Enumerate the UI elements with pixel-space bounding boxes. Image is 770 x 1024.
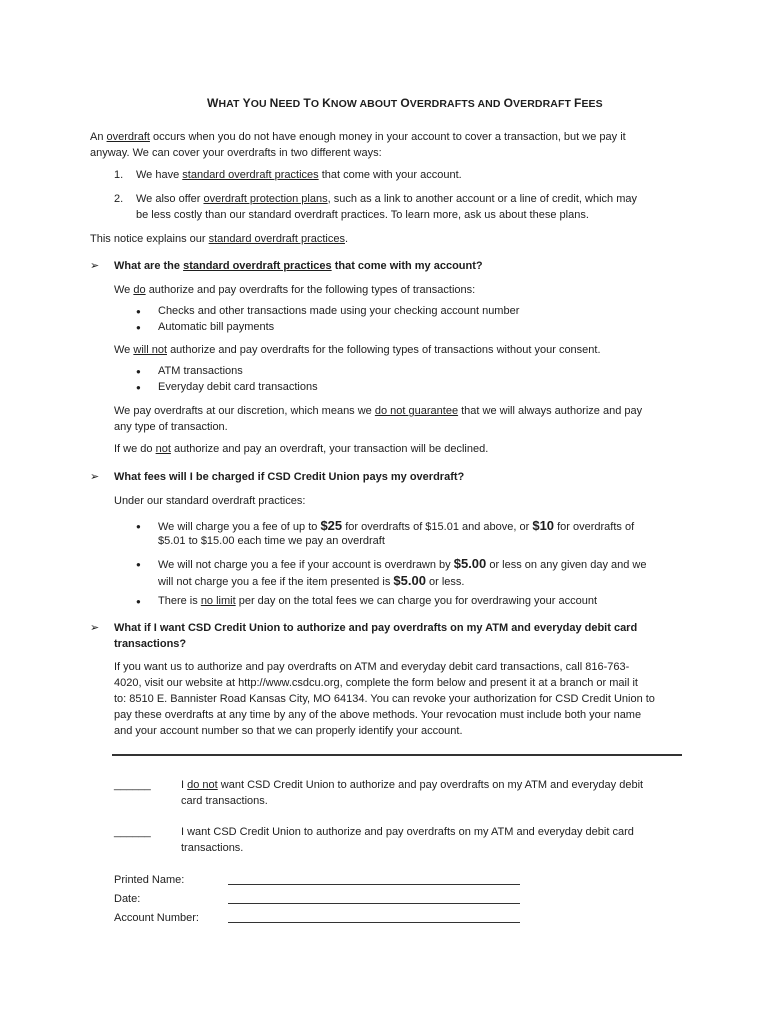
discretion-text-line2: any type of transaction. (114, 421, 228, 433)
fee-item-line2: $5.01 to $15.00 each time we pay an overdraft (158, 535, 385, 547)
bullet-icon: ● (136, 522, 141, 531)
paragraph-line: and your account number so that we can properly identify your account. (114, 725, 463, 737)
page-title: WHAT YOU NEED TO KNOW ABOUT OVERDRAFTS AND OVERDRAFT FEES (207, 96, 603, 110)
fee-item: There is no limit per day on the total fees we can charge you for overdrawing your account (158, 595, 598, 607)
opt-in-checkbox-blank[interactable]: ______ (114, 826, 151, 838)
bullet-icon: ● (136, 367, 141, 376)
list-item: Checks and other transactions made using your checking account number (158, 305, 520, 317)
paragraph-line: If you want us to authorize and pay overdrafts on ATM and everyday debit card transactions, call 816-763- (114, 661, 630, 673)
bullet-icon: ● (136, 597, 141, 606)
do-authorize-text: We do authorize and pay overdrafts for the following types of transactions: (114, 284, 476, 296)
declined-text: If we do not authorize and pay an overdraft, your transaction will be declined. (114, 443, 489, 455)
opt-out-label: I do not want CSD Credit Union to authorize and pay overdrafts on my ATM and everyday debit (181, 779, 644, 791)
account-number-label: Account Number: (114, 912, 199, 924)
list-item: We have standard overdraft practices that come with your account. (136, 169, 462, 181)
bullet-icon: ● (136, 323, 141, 332)
bullet-icon: ● (136, 560, 141, 569)
arrow-bullet-icon: ➢ (90, 471, 100, 483)
will-not-authorize-text: We will not authorize and pay overdrafts for the following types of transactions without your consent. (114, 344, 601, 356)
opt-in-label-line2: transactions. (181, 842, 244, 854)
date-label: Date: (114, 893, 141, 905)
paragraph-line: 4020, visit our website at http://www.csdcu.org, complete the form below and present it at a branch or mail it (114, 677, 638, 689)
list-item: Automatic bill payments (158, 321, 275, 333)
intro-paragraph-line2: anyway. We can cover your overdrafts in two different ways: (90, 147, 382, 159)
divider (112, 754, 682, 756)
arrow-bullet-icon: ➢ (90, 260, 100, 272)
list-item-line2: be less costly than our standard overdraft practices. To learn more, ask us about these plans. (136, 209, 589, 221)
list-number: 2. (114, 193, 124, 205)
discretion-text: We pay overdrafts at our discretion, which means we do not guarantee that we will always authorize and pay (114, 405, 643, 417)
arrow-bullet-icon: ➢ (90, 622, 100, 634)
bullet-icon: ● (136, 307, 141, 316)
section-heading: What are the standard overdraft practices that come with my account? (114, 260, 483, 272)
list-item: We also offer overdraft protection plans, such as a link to another account or a line of credit, which may (136, 193, 637, 205)
account-number-field[interactable] (228, 922, 520, 923)
opt-out-checkbox-blank[interactable]: ______ (114, 779, 151, 791)
opt-out-label-line2: card transactions. (181, 795, 268, 807)
bullet-icon: ● (136, 383, 141, 392)
section-heading-line2: transactions? (114, 638, 187, 650)
printed-name-label: Printed Name: (114, 874, 185, 886)
paragraph-line: to: 8510 E. Bannister Road Kansas City, MO 64134. You can revoke your authorization for CSD Credit Union to (114, 693, 655, 705)
section-heading: What if I want CSD Credit Union to authorize and pay overdrafts on my ATM and everyday debit card (114, 622, 638, 634)
section-heading: What fees will I be charged if CSD Credit Union pays my overdraft? (114, 471, 465, 483)
list-number: 1. (114, 169, 124, 181)
fee-item: We will charge you a fee of up to $25 for overdrafts of $15.01 and above, or $10 for overdrafts of (158, 518, 635, 533)
fee-item-line2: will not charge you a fee if the item presented is $5.00 or less. (158, 573, 465, 588)
fee-item: We will not charge you a fee if your account is overdrawn by $5.00 or less on any given day and we (158, 556, 647, 571)
date-field[interactable] (228, 903, 520, 904)
printed-name-field[interactable] (228, 884, 520, 885)
opt-in-label: I want CSD Credit Union to authorize and pay overdrafts on my ATM and everyday debit card (181, 826, 634, 838)
paragraph-line: pay these overdrafts at any time by any of the above methods. Your revocation must include both your name (114, 709, 642, 721)
intro-paragraph: An overdraft occurs when you do not have enough money in your account to cover a transaction, but we pay it (90, 131, 626, 143)
list-item: Everyday debit card transactions (158, 381, 318, 393)
list-item: ATM transactions (158, 365, 243, 377)
notice-text: This notice explains our standard overdraft practices. (90, 233, 349, 245)
under-text: Under our standard overdraft practices: (114, 495, 306, 507)
